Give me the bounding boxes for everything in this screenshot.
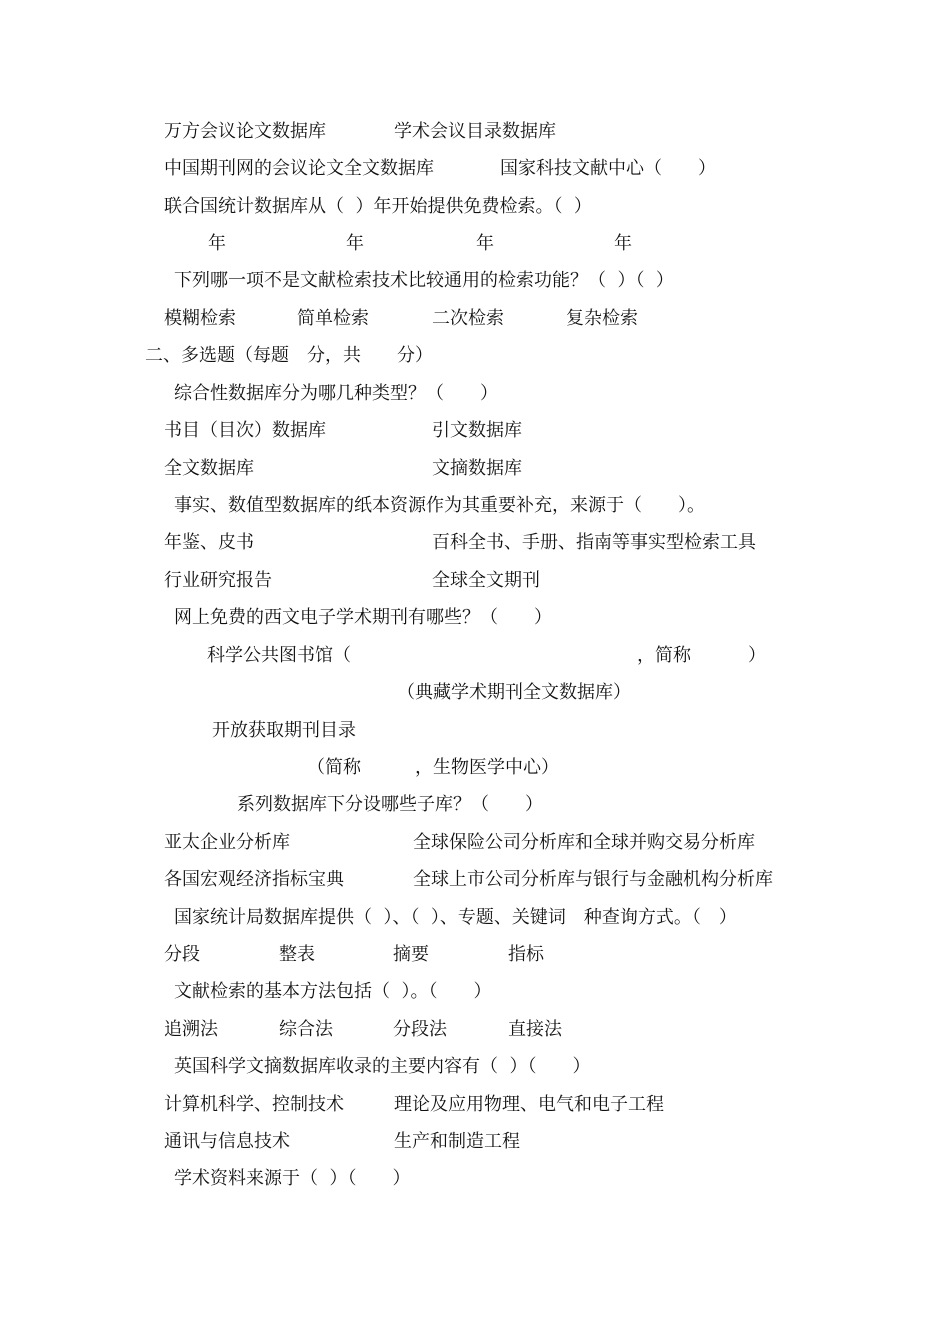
option-cnki-conference-db: 中国期刊网的会议论文全文数据库 bbox=[164, 158, 434, 179]
question-academic-sources: 学术资料来源于（ ）（ ） bbox=[174, 1168, 411, 1189]
option-conference-catalog-db: 学术会议目录数据库 bbox=[394, 121, 556, 142]
option-macro-indicators: 各国宏观经济指标宝典 bbox=[164, 869, 344, 890]
option-year-b: 年 bbox=[346, 233, 364, 254]
option-bibliographic-db: 书目（目次）数据库 bbox=[164, 420, 326, 441]
section-heading-multiple-choice: 二、多选题（每题 分，共 分） bbox=[145, 345, 433, 366]
option-summary: 摘要 bbox=[393, 944, 429, 965]
question-inspec-content: 英国科学文摘数据库收录的主要内容有（ ）（ ） bbox=[174, 1056, 591, 1077]
option-encyclopedias: 百科全书、手册、指南等事实型检索工具 bbox=[432, 532, 756, 553]
question-un-stats: 联合国统计数据库从（ ）年开始提供免费检索。（ ） bbox=[164, 196, 592, 217]
option-listed-companies-banks: 全球上市公司分析库与银行与金融机构分析库 bbox=[413, 869, 773, 890]
option-wanfang-conference-db: 万方会议论文数据库 bbox=[164, 121, 326, 142]
option-fulltext-db: 全文数据库 bbox=[164, 458, 254, 479]
option-manufacturing: 生产和制造工程 bbox=[394, 1131, 520, 1152]
option-plos-abbrev: ，简称 bbox=[637, 645, 691, 666]
option-yearbooks: 年鉴、皮书 bbox=[164, 532, 254, 553]
question-comprehensive-db-types: 综合性数据库分为哪几种类型？（ ） bbox=[174, 383, 498, 404]
option-comprehensive-method: 综合法 bbox=[279, 1019, 333, 1040]
option-jstor-note: （典藏学术期刊全文数据库） bbox=[397, 682, 631, 703]
option-year-d: 年 bbox=[614, 233, 632, 254]
question-search-functions: 下列哪一项不是文献检索技术比较通用的检索功能？（ ）（ ） bbox=[174, 270, 674, 291]
option-biomed-central: （简称 ，生物医学中心） bbox=[307, 757, 559, 778]
option-nstl: 国家科技文献中心（ ） bbox=[500, 158, 716, 179]
option-industry-reports: 行业研究报告 bbox=[164, 570, 272, 591]
option-fuzzy-search: 模糊检索 bbox=[164, 308, 236, 329]
option-indicator: 指标 bbox=[508, 944, 544, 965]
option-computer-science: 计算机科学、控制技术 bbox=[164, 1094, 344, 1115]
option-backtracking: 追溯法 bbox=[164, 1019, 218, 1040]
option-year-c: 年 bbox=[476, 233, 494, 254]
option-year-a: 年 bbox=[208, 233, 226, 254]
option-plos-prefix: 科学公共图书馆（ bbox=[207, 645, 351, 666]
option-segment: 分段 bbox=[164, 944, 200, 965]
option-secondary-search: 二次检索 bbox=[432, 308, 504, 329]
question-nbs-query-modes: 国家统计局数据库提供（ ）、（ ）、专题、关键词 种查询方式。（ ） bbox=[174, 907, 737, 928]
question-sub-databases: 系列数据库下分设哪些子库？（ ） bbox=[237, 794, 543, 815]
option-direct-method: 直接法 bbox=[508, 1019, 562, 1040]
option-plos-close: ） bbox=[748, 645, 766, 666]
option-complex-search: 复杂检索 bbox=[566, 308, 638, 329]
option-physics-electrical: 理论及应用物理、电气和电子工程 bbox=[394, 1094, 664, 1115]
option-communications: 通讯与信息技术 bbox=[164, 1131, 290, 1152]
option-abstract-db: 文摘数据库 bbox=[432, 458, 522, 479]
question-retrieval-methods: 文献检索的基本方法包括（ ）。（ ） bbox=[174, 981, 492, 1002]
option-segment-method: 分段法 bbox=[393, 1019, 447, 1040]
option-whole-table: 整表 bbox=[279, 944, 315, 965]
option-insurance-ma: 全球保险公司分析库和全球并购交易分析库 bbox=[413, 832, 755, 853]
option-citation-db: 引文数据库 bbox=[432, 420, 522, 441]
question-free-journals: 网上免费的西文电子学术期刊有哪些？（ ） bbox=[174, 607, 552, 628]
question-factual-db-sources: 事实、数值型数据库的纸本资源作为其重要补充，来源于（ ）。 bbox=[174, 495, 705, 516]
option-doaj: 开放获取期刊目录 bbox=[212, 720, 356, 741]
option-global-journals: 全球全文期刊 bbox=[432, 570, 540, 591]
option-asia-pacific-company: 亚太企业分析库 bbox=[164, 832, 290, 853]
option-simple-search: 简单检索 bbox=[297, 308, 369, 329]
